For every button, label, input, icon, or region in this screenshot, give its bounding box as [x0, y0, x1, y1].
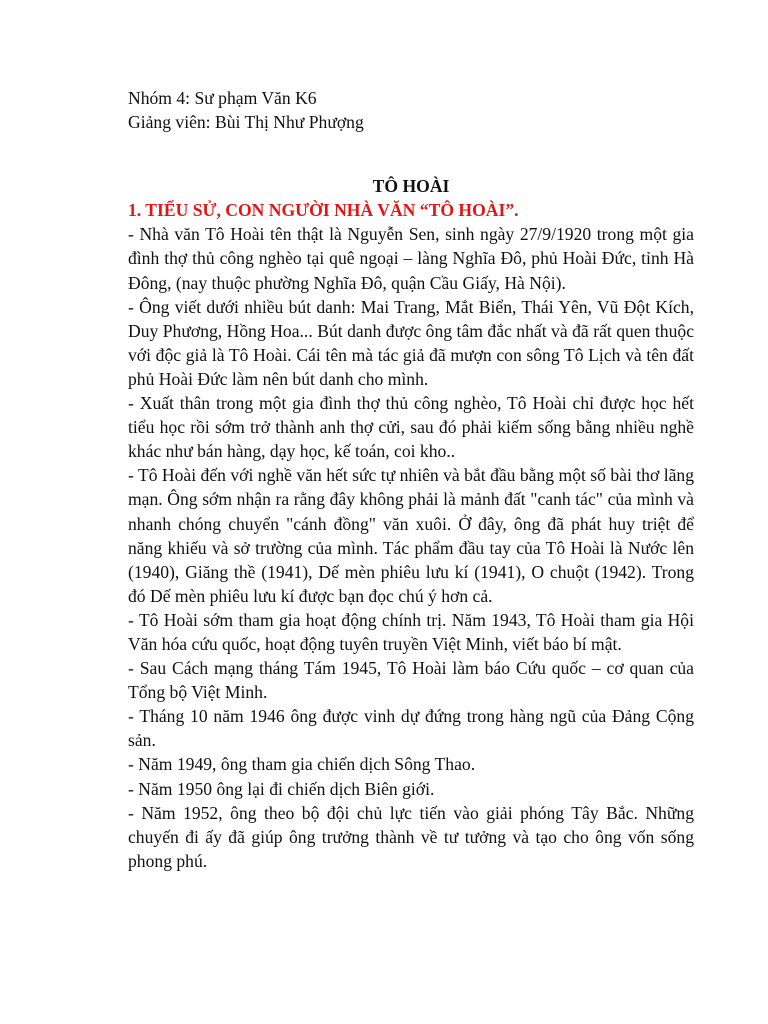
paragraph-background: - Xuất thân trong một gia đình thợ thủ công nghèo, Tô Hoài chỉ được học hết tiểu học rồi sớm trở thành anh thợ cửi, sau đó phải kiếm sống bằng nhiều nghề khác như bán hàng, dạy học, kế toán, coi kho.. — [128, 393, 694, 462]
document-page — [128, 86, 694, 873]
paragraph-northwest-1952: - Năm 1952, ông theo bộ đội chủ lực tiến vào giải phóng Tây Bắc. Những chuyến đi ấy đã giúp ông trưởng thành về tư tưởng và tạo cho ông vốn sống phong phú. — [128, 802, 694, 871]
paragraph-party-1946: - Tháng 10 năm 1946 ông được vinh dự đứng trong hàng ngũ của Đảng Cộng sản. — [128, 706, 694, 751]
paragraph-campaign-1949: - Năm 1949, ông tham gia chiến dịch Sông Thao. — [128, 754, 476, 775]
lecturer-line: Giảng viên: Bùi Thị Như Phượng — [128, 112, 364, 133]
paragraph-literary-career: - Tô Hoài đến với nghề văn hết sức tự nhiên và bắt đầu bằng một số bài thơ lãng mạn. Ông sớm nhận ra rằng đây không phải là mảnh đất "canh tác" của mình và nhanh chóng chuyển "cánh đồng" văn xuôi. Ở đây, ông đã phát huy triệt để năng khiếu và sở trường của mình. Tác phẩm đầu tay của Tô Hoài là Nước lên (1940), Giăng thề (1941), Dế mèn phiêu lưu kí (1941), O chuột (1942). Trong đó Dế mèn phiêu lưu kí được bạn đọc chú ý hơn cả. — [128, 465, 694, 606]
paragraph-after-revolution: - Sau Cách mạng tháng Tám 1945, Tô Hoài làm báo Cứu quốc – cơ quan của Tổng bộ Việt Minh. — [128, 658, 694, 703]
paragraph-politics-1943: - Tô Hoài sớm tham gia hoạt động chính trị. Năm 1943, Tô Hoài tham gia Hội Văn hóa cứu quốc, hoạt động tuyên truyền Việt Minh, viết báo bí mật. — [128, 609, 694, 654]
group-line: Nhóm 4: Sư phạm Văn K6 — [128, 88, 317, 108]
section-heading-biography: 1. TIỂU SỬ, CON NGƯỜI NHÀ VĂN “TÔ HOÀI”. — [128, 200, 519, 221]
paragraph-campaign-1950: - Năm 1950 ông lại đi chiến dịch Biên giới. — [128, 778, 435, 799]
paragraph-real-name: - Nhà văn Tô Hoài tên thật là Nguyễn Sen, sinh ngày 27/9/1920 trong một gia đình thợ thủ công nghèo tại quê ngoại – làng Nghĩa Đô, phủ Hoài Đức, tỉnh Hà Đông, (nay thuộc phường Nghĩa Đô, quận Cầu Giấy, Hà Nội). — [128, 224, 694, 293]
document-title: TÔ HOÀI — [372, 176, 450, 197]
paragraph-pen-names: - Ông viết dưới nhiều bút danh: Mai Trang, Mắt Biển, Thái Yên, Vũ Đột Kích, Duy Phương, Hồng Hoa... Bút danh được ông tâm đắc nhất và đã rất quen thuộc với độc giả là Tô Hoài. Cái tên mà tác giả đã mượn con sông Tô Lịch và tên đất phủ Hoài Đức làm nên bút danh cho mình. — [128, 296, 694, 389]
